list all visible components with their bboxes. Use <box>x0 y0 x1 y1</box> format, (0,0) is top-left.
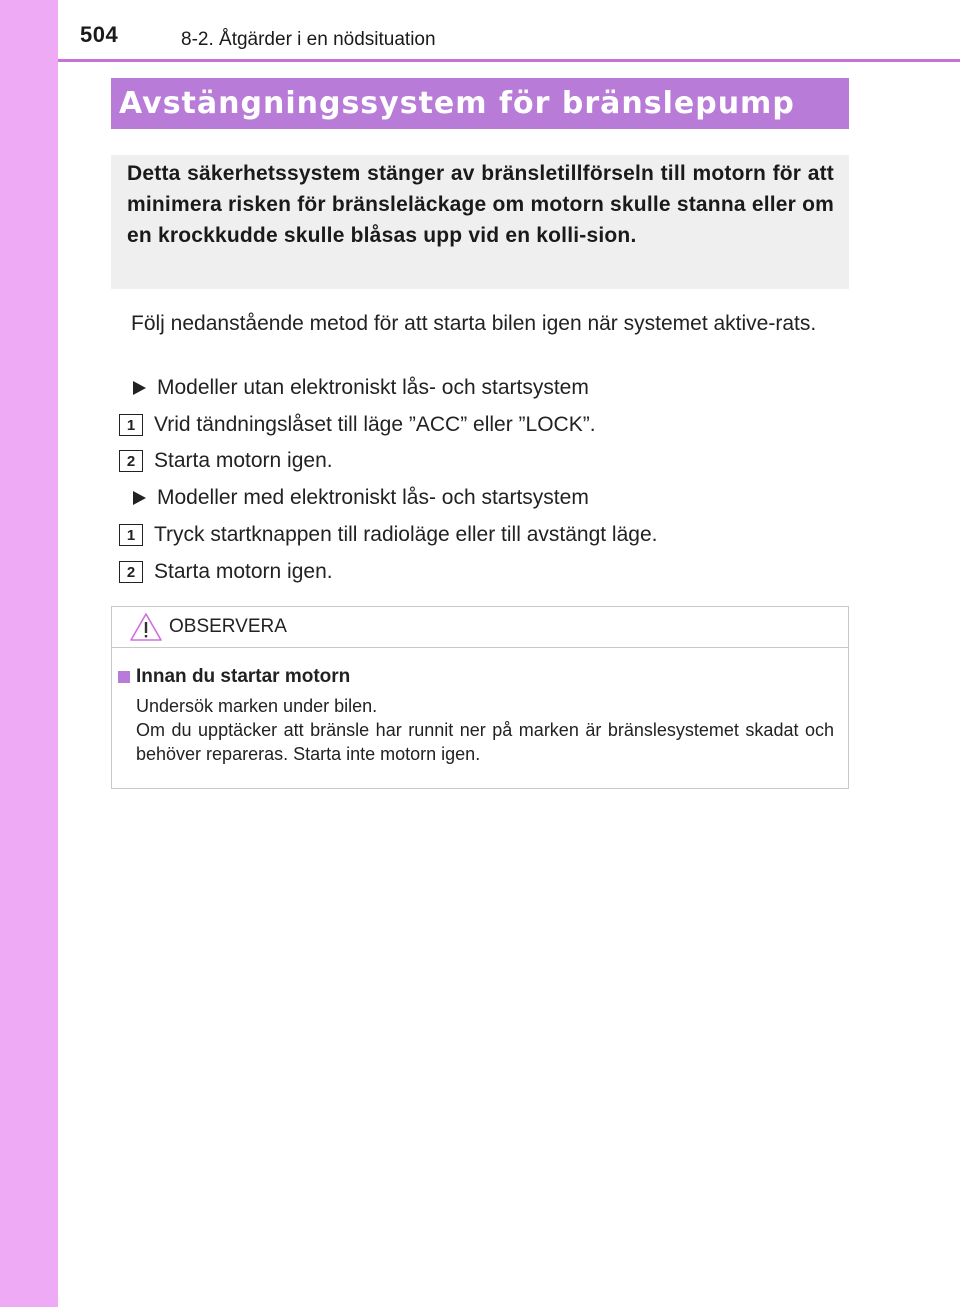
step-item <box>119 560 333 584</box>
caution-subtitle: Innan du startar motorn <box>136 666 351 687</box>
page-number: 504 <box>80 22 119 47</box>
group-heading-label: Modeller utan elektroniskt lås- och startsystem <box>157 376 589 399</box>
step-number-badge: 2 <box>119 450 143 472</box>
intro-box <box>111 155 849 289</box>
arrow-right-icon <box>133 491 146 505</box>
caution-body <box>112 648 848 766</box>
caution-box <box>111 606 849 789</box>
step-text: Tryck startknappen till radioläge eller till avstängt läge. <box>154 523 658 546</box>
group-heading <box>131 376 589 400</box>
square-bullet-icon <box>118 671 130 683</box>
step-item <box>119 523 657 547</box>
step-text: Starta motorn igen. <box>154 449 333 472</box>
header-rule <box>58 59 960 62</box>
step-text: Starta motorn igen. <box>154 560 333 583</box>
section-label: 8-2. Åtgärder i en nödsituation <box>181 29 436 50</box>
arrow-right-icon <box>133 381 146 395</box>
title-banner <box>111 78 849 129</box>
caution-subheading <box>118 666 834 688</box>
step-number-badge: 1 <box>119 524 143 546</box>
caution-header <box>112 607 848 648</box>
intro-text: Detta säkerhetssystem stänger av bränsletillförseln till motorn för att minimera risken för bränsleläckage om motorn skulle stanna eller om en krockkudde skulle blåsas upp vid en kolli-sion. <box>127 162 834 247</box>
caution-text <box>136 694 834 766</box>
warning-triangle-icon <box>129 612 163 642</box>
group-heading-label: Modeller med elektroniskt lås- och startsystem <box>157 486 589 509</box>
step-item <box>119 413 596 437</box>
step-text: Vrid tändningslåset till läge ”ACC” eller ”LOCK”. <box>154 413 596 436</box>
step-item <box>119 449 333 473</box>
step-number-badge: 1 <box>119 414 143 436</box>
side-bar <box>0 0 58 1307</box>
caution-title: OBSERVERA <box>169 616 287 637</box>
caution-line: Om du upptäcker att bränsle har runnit ner på marken är bränslesystemet skadat och behöver repareras. Starta inte motorn igen. <box>136 720 834 764</box>
step-number-badge: 2 <box>119 561 143 583</box>
page-title: Avstängningssystem för bränslepump <box>119 86 795 121</box>
caution-line: Undersök marken under bilen. <box>136 696 378 716</box>
group-heading <box>131 486 589 510</box>
body-text: Följ nedanstående metod för att starta bilen igen när systemet aktive-rats. <box>131 312 817 335</box>
